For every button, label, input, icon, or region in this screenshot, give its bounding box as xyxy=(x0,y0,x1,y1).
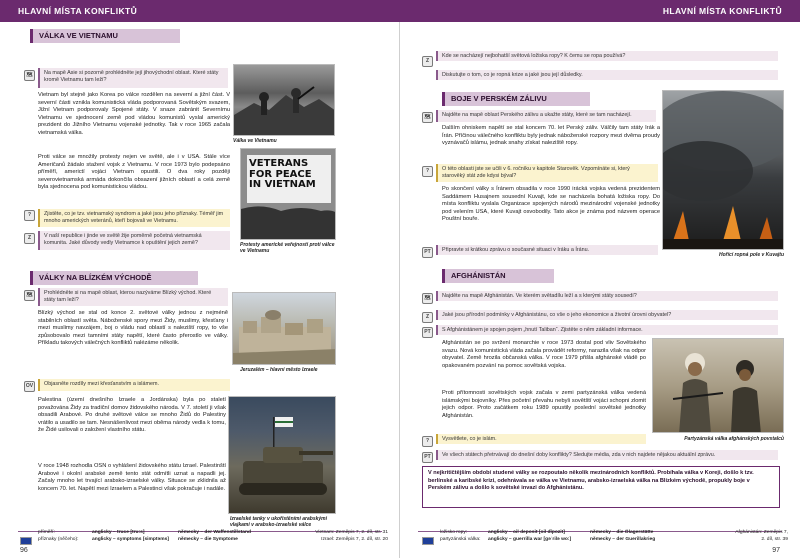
right-page xyxy=(400,0,800,558)
footer-en-2: anglicky – symptoms [simptəms] xyxy=(92,537,169,542)
discuss-icon: Z xyxy=(24,233,35,244)
gulf-paragraph-2: Po skončení války s Íránem obsadila v roce 1990 irácká vojska vedená prezidentem Saddámem Husajnem sousední Kuvajt, kde se nacházela bohatá ložiska ropy. Do místa konfliktu vyslala Organizace spojených národů mezinárodní vojenské jednotky pod velením USA, které Kuvajt osvobodily. Tato akce je známa pod názvem operace Pouštní bouře. xyxy=(442,186,660,223)
protest-photo-caption: Protesty americké veřejnosti proti válce ve Vietnamu xyxy=(240,242,335,255)
oil-fire-illustration xyxy=(663,91,784,250)
vietnam-question-2: V naší republice i jinde ve světě žije poměrně početná vietnamská komunita. Jaké důvody vedly Vietnamce k opuštění jejich země? xyxy=(38,231,230,250)
right-footer xyxy=(440,530,788,546)
left-header: HLAVNÍ MÍSTA KONFLIKTŮ xyxy=(0,0,400,22)
summary-box: V nejkritičtějším období studené války se rozpoutalo několik mezinárodních konfliktů. Probíhala válka v Koreji, došlo k tzv. berlínské a karibské krizi, odehrávala se válka ve Vietnamu, arabsko-izraelská válka na Blízkém východě, propukly boje v Perském zálivu a došlo k sovětské invazi do Afghánistánu. xyxy=(422,466,780,508)
oil-deposits-question: Kde se nacházejí nejbohatší světová ložiska ropy? K čemu se ropa používá? xyxy=(436,51,778,61)
afghan-paragraph-1: Afghánistán se po svržení monarchie v roce 1973 dostal pod vliv Sovětského svazu. Nová komunistická vláda začala provádět reformy, narazila však na odpor obyvatel. Země hrozila občanská válka. V roce 1979 přišla afghánské vládě po opakovaném pozvání na pomoc sovětská vojska. xyxy=(442,340,646,369)
footer-term-3: ložisko ropy: xyxy=(440,530,468,535)
middle-east-paragraph-3: V roce 1948 rozhodla OSN o vyhlášení židovského státu Izrael. Palestinští Arabové i okolní arabské země tento stát odmítli uznat a napadli jej. Začaly mnoho let trvající arabsko-izraelské války. Situace se zklidnila až koncem 70. let. Napětí mezi Izraelem a Palestinci však pokračuje i nadále. xyxy=(38,463,226,492)
vietnam-war-illustration xyxy=(234,65,335,136)
afghan-question-2: Jaké jsou přírodní podmínky v Afghánistánu, co vše o jeho ekonomice a životní úrovni obyvatel? xyxy=(436,310,778,320)
gulf-note: O této oblasti jste se učili v 6. ročníku v kapitole Starověk. Vzpomínáte si, který starověký stát zde kdysi býval? xyxy=(436,164,658,182)
map-icon-4: 🗺 xyxy=(422,293,433,304)
gulf-task: Připravte si krátkou zprávu o současné situaci v Iráku a Íránu. xyxy=(436,245,658,255)
islam-note: Vysvětlete, co je islám. xyxy=(436,434,646,444)
task-icon: PT xyxy=(422,247,433,258)
map-icon-3: 🗺 xyxy=(422,112,433,123)
oil-crisis-question: Diskutujte o tom, co je ropná krize a jaké jsou její důsledky. xyxy=(436,70,778,80)
vietnam-war-photo xyxy=(233,64,335,136)
footer-ref-3: Afghánistán: Zeměpis 7, xyxy=(735,530,788,535)
explain-icon-3: ? xyxy=(422,166,433,177)
explain-icon: ? xyxy=(24,210,35,221)
footer-ref-1: Vietnam: Zeměpis 7, 2. díl, str. 31 xyxy=(315,530,388,535)
explain-icon-2: OV xyxy=(24,381,35,392)
christianity-islam-box: Objasněte rozdíly mezi křesťanstvím a islámem. xyxy=(38,379,230,391)
afghanistan-section-title: AFGHÁNISTÁN xyxy=(442,269,554,283)
afghan-question-1: Najděte na mapě Afghánistán. Ve kterém světadílu leží a s kterými státy sousedí? xyxy=(436,291,778,301)
middle-east-paragraph-2: Palestina (území dnešního Izraele a Jordánska) byla po staletí považována Židy za tradiční domov židovského národa. V 7. století ji však obsadili Arabové. Po druhé světové válce se mnoho Židů do Palestiny vrátilo a usadilo se tam. Nesnášenlivost mezi oběma národy vedla k tomu, že Židé usilovali o založení vlastního státu. xyxy=(38,397,226,434)
footer-de-4: německy – der Guerillakrieg xyxy=(590,537,656,542)
task-icon-2: PT xyxy=(422,327,433,338)
protest-photo xyxy=(240,148,336,240)
right-page-number: 97 xyxy=(772,546,780,554)
vietnam-paragraph-1: Vietnam byl stejně jako Korea po válce rozdělen na severní a jižní část. V severní části vznikla komunistická vláda podporovaná Sovětským svazem, Jižní Vietnam podporovaly Spojené státy. V snaze zabránit Severnímu Vietnamu ve sjednocení země pod vládou komunistů vyslal americký prezident do Jižního Vietnamu vojenské jednotky. Tak v roce 1965 začala vietnamská válka. xyxy=(38,92,230,136)
footer-ref-2: Izrael: Zeměpis 7, 2. díl, str. 20 xyxy=(321,537,388,542)
footer-de-1: německy – der Waffenstillstand xyxy=(178,530,251,535)
left-footer xyxy=(38,530,388,546)
middle-east-section-title: VÁLKY NA BLÍZKÉM VÝCHODĚ xyxy=(30,271,198,285)
footer-en-4: anglicky – guerrilla war [gəˈrilə wo:] xyxy=(488,537,572,542)
map-icon-2: 🗺 xyxy=(24,290,35,301)
vietnam-photo-caption: Válka ve Vietnamu xyxy=(233,138,277,144)
tank-illustration xyxy=(229,397,336,514)
protest-sign-line-2: FOR PEACE xyxy=(249,168,312,180)
footer-de-3: německy – die Ölagerstätte xyxy=(590,530,654,535)
explain-icon-4: ? xyxy=(422,436,433,447)
gulf-section-title: BOJE V PERSKÉM ZÁLIVU xyxy=(442,92,590,106)
jerusalem-photo xyxy=(232,292,336,365)
discuss-icon-2: Z xyxy=(422,312,433,323)
tank-photo xyxy=(228,396,336,514)
eu-flag-icon xyxy=(20,537,32,545)
footer-en-1: anglicky – truce [tru:s] xyxy=(92,530,145,535)
footer-ref-4: 2. díl, str. 39 xyxy=(761,537,788,542)
middle-east-question: Prohlédněte si na mapě oblast, kterou nazýváme Blízký východ. Které státy tam leží? xyxy=(38,288,228,306)
afghan-paragraph-2: Proti přítomnosti sovětských vojsk začala v zemi partyzánská válka vedená islámskými bojovníky. Přes početní převahu nebyli sovětští vojáci schopni zlomit jejich odpor. Proto začátkem roku 1989 opustily poslední sovětské jednotky Afghánistán. xyxy=(442,390,646,419)
footer-en-3: anglicky – oil deposit [oil dǐpozit] xyxy=(488,530,565,535)
right-header: HLAVNÍ MÍSTA KONFLIKTŮ xyxy=(400,0,800,22)
vietnam-note: Zjistěte, co je tzv. vietnamský syndrom a jaké jsou jeho příznaky. Téměř jim mnoho amerických veteránů, kteří bojovali ve Vietnamu. xyxy=(38,209,230,227)
afghan-question-3: S Afghánistánem je spojen pojem „hnutí Taliban“. Zjistěte o něm základní informace. xyxy=(436,325,778,335)
afghan-photo-caption: Partyzánská válka afghánských povstalců xyxy=(684,436,784,442)
gulf-paragraph-1: Dalším ohniskem napětí se stal koncem 70. let Perský záliv. Válčily tam státy Irák a Írán. Příčinou válečného konfliktu byly jednak náboženské rozpory mezi dvěma proudy vyznávačů islámu, jednak snahy získat naleziště ropy. xyxy=(442,125,660,147)
oil-fields-caption: Hořící ropná pole v Kuvajtu xyxy=(718,252,784,258)
task-icon-3: PT xyxy=(422,452,433,463)
gulf-question: Najděte na mapě oblast Perského zálivu a ukažte státy, které se tam nacházejí. xyxy=(436,110,656,122)
jerusalem-caption: Jeruzalém – hlavní město Izraele xyxy=(240,367,318,373)
vietnam-paragraph-2: Proti válce se množily protesty nejen ve světě, ale i v USA. Stále více Američanů žádalo stažení vojsk z Vietnamu. V roce 1973 bylo podepsáno příměří, americtí vojáci Vietnam opustili. O dva roky později severovietnamská armáda dokončila obsazení jižních oblastí a celá země byla sjednocena pod komunistickou vládou. xyxy=(38,154,230,191)
vietnam-question: Na mapě Asie si pozorně prohlédněte její jihovýchodní oblast. Které státy kromě Vietnamu tam leží? xyxy=(38,68,228,88)
afghan-fighters-photo xyxy=(652,338,784,433)
footer-term-4: partyzánská válka: xyxy=(440,537,481,542)
vietnam-section-title: VÁLKA VE VIETNAMU xyxy=(30,29,180,43)
footer-term-1: příměří: xyxy=(38,530,55,535)
jerusalem-illustration xyxy=(233,293,336,365)
map-icon: 🗺 xyxy=(24,70,35,81)
eu-flag-icon-2 xyxy=(422,537,434,545)
protest-sign-line-3: IN VIETNAM xyxy=(249,179,316,190)
footer-de-2: německy – die Symptome xyxy=(178,537,238,542)
afghan-task: Ve všech státech přetrvávají do dnešní doby konflikty? Sledujte média, zda v nich najdete nějakou aktuální zprávu. xyxy=(436,450,778,460)
footer-term-2: příznaky (něčeho): xyxy=(38,537,79,542)
afghan-fighters-illustration xyxy=(653,339,784,433)
discuss-icon: Z xyxy=(422,56,433,67)
protest-sign-line-1: VETERANS xyxy=(249,158,309,169)
burning-oil-fields-photo xyxy=(662,90,784,250)
left-page-number: 96 xyxy=(20,546,28,554)
middle-east-paragraph-1: Blízký východ se stal od konce 2. světové války jednou z nejméně stabilních oblastí světa. Náboženské spory mezi Židy, muslimy, křesťany i mezi muslimy navzájem, boj o vládu nad oblastí s naleziští ropy, to vše způsobovalo mezi tamními státy napětí, které často přerostlo ve války. Příkladu takových válečných konfliktů nalézáme několik. xyxy=(38,310,228,347)
tank-caption: Izraelské tanky v ukořistěními arabskými vlajkami v arabsko-izraelské válce xyxy=(230,516,327,529)
